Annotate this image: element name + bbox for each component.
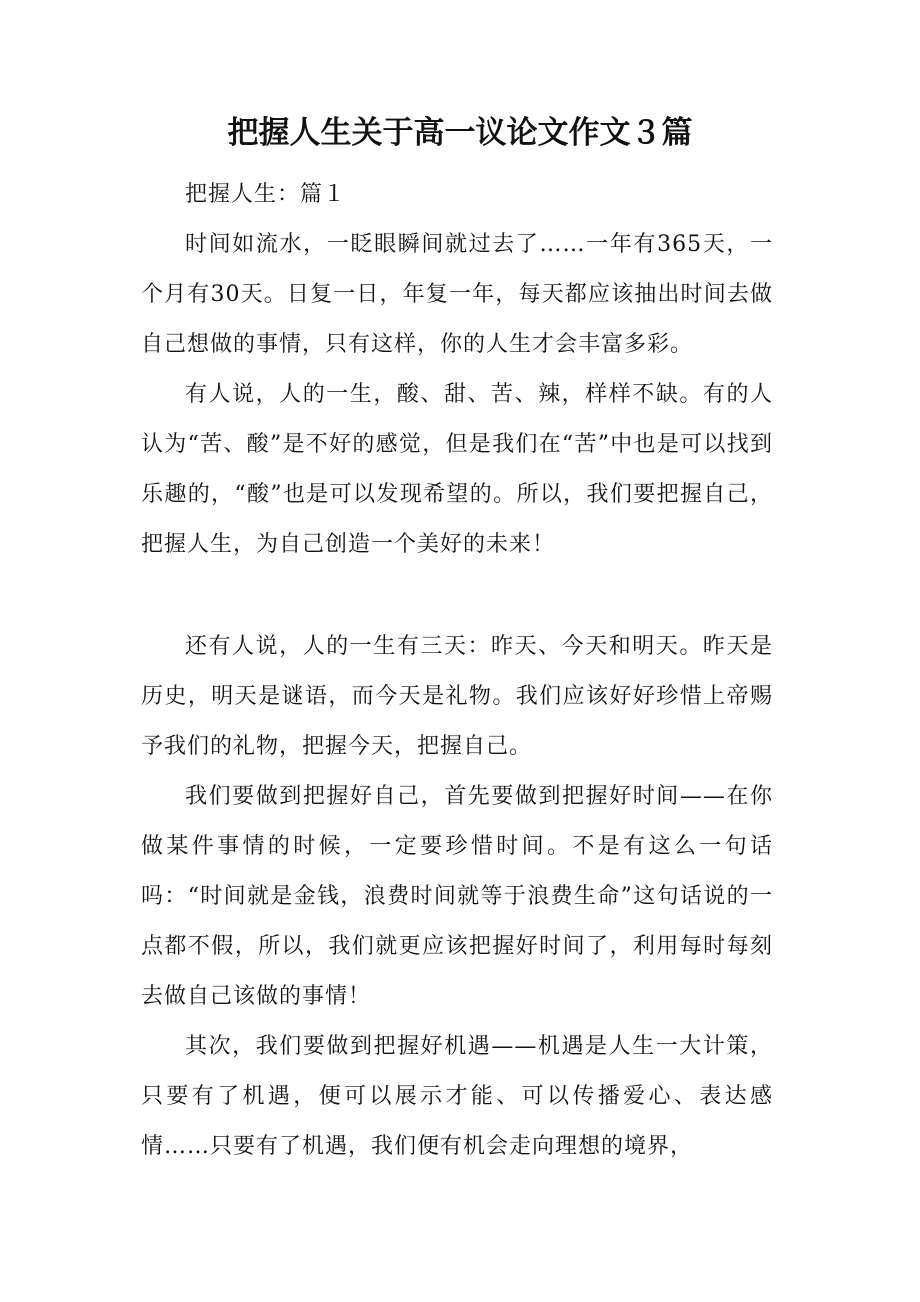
paragraph-2: 有人说，人的一生，酸、甜、苦、辣，样样不缺。有的人认为“苦、酸”是不好的感觉，但是我们在“苦”中也是可以找到乐趣的，“酸”也是可以发现希望的。所以，我们要把握自己，把握人生，为自己创造一个美好的未来！ [141, 382, 773, 557]
paragraph-1: 时间如流水，一眨眼瞬间就过去了……一年有365天，一个月有30天。日复一日，年复一年，每天都应该抽出时间去做自己想做的事情，只有这样，你的人生才会丰富多彩。 [141, 232, 773, 357]
paragraph-spacer [141, 570, 773, 622]
document-body [141, 170, 773, 1172]
section-subtitle: 把握人生：篇１ [185, 182, 347, 207]
paragraph-5: 其次，我们要做到把握好机遇——机遇是人生一大计策，只要有了机遇，便可以展示才能、可以传播爱心、表达感情……只要有了机遇，我们便有机会走向理想的境界， [141, 1034, 773, 1159]
paragraph-3: 还有人说，人的一生有三天：昨天、今天和明天。昨天是历史，明天是谜语，而今天是礼物。我们应该好好珍惜上帝赐予我们的礼物，把握今天，把握自己。 [141, 634, 773, 759]
document-title: 把握人生关于高一议论文作文３篇 [227, 115, 693, 151]
paragraph-4: 我们要做到把握好自己，首先要做到把握好时间——在你做某件事情的时候，一定要珍惜时间。不是有这么一句话吗：“时间就是金钱，浪费时间就等于浪费生命”这句话说的一点都不假，所以，我们就更应该把握好时间了，利用每时每刻去做自己该做的事情！ [141, 784, 773, 1009]
